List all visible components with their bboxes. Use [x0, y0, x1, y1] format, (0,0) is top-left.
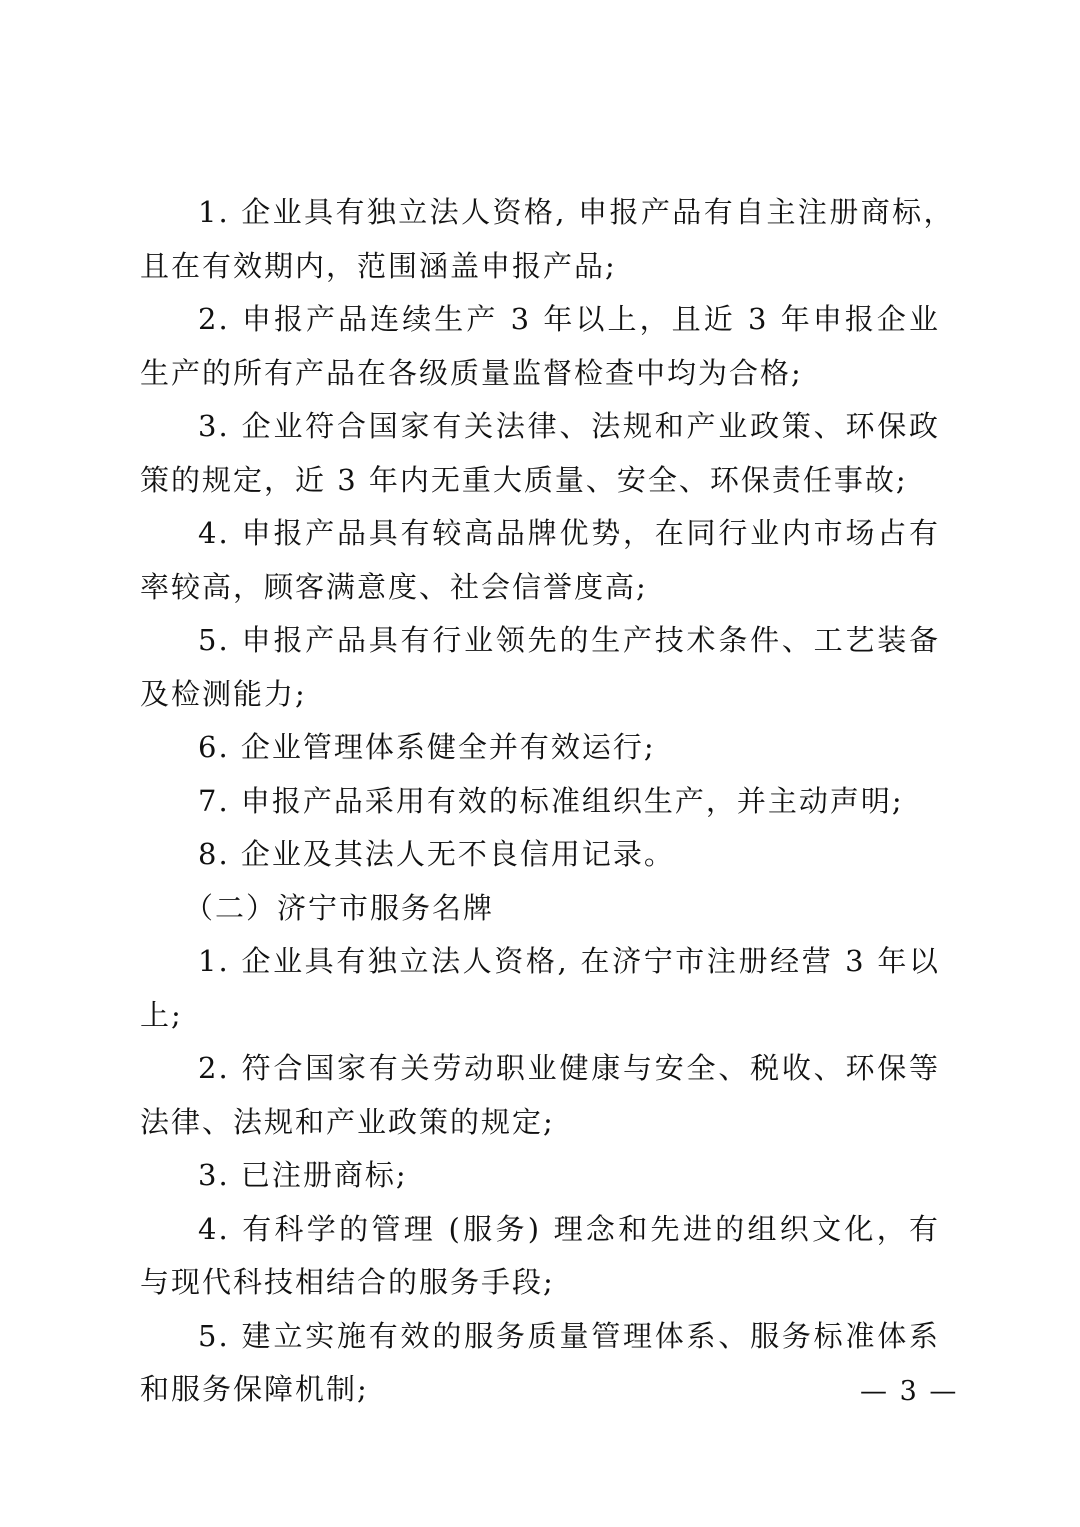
paragraph-item-7: 7. 申报产品采用有效的标准组织生产，并主动声明;	[198, 783, 904, 818]
service-paragraph-item-3: 3. 已注册商标;	[198, 1158, 408, 1192]
service-paragraph-item-5: 5. 建立实施有效的服务质量管理体系、服务标准体系和服务保障机制;	[140, 1318, 940, 1406]
paragraph-item-4: 4. 申报产品具有较高品牌优势，在同行业内市场占有率较高，顾客满意度、社会信誉度高;	[140, 516, 940, 604]
paragraph-item-6: 6. 企业管理体系健全并有效运行;	[198, 730, 656, 764]
section-heading: （二）济宁市服务名牌	[184, 890, 495, 925]
paragraph-item-8: 8. 企业及其法人无不良信用记录。	[198, 837, 675, 871]
service-paragraph-item-2: 2. 符合国家有关劳动职业健康与安全、税收、环保等法律、法规和产业政策的规定;	[140, 1051, 940, 1139]
paragraph-item-2: 2. 申报产品连续生产 3 年以上，且近 3 年申报企业生产的所有产品在各级质量监督检查中均为合格;	[140, 302, 940, 390]
document-body	[140, 186, 972, 1417]
service-paragraph-item-4: 4. 有科学的管理 (服务) 理念和先进的组织文化，有与现代科技相结合的服务手段;	[140, 1211, 940, 1299]
paragraph-item-5: 5. 申报产品具有行业领先的生产技术条件、工艺装备及检测能力;	[140, 623, 940, 711]
service-paragraph-item-1: 1. 企业具有独立法人资格, 在济宁市注册经营 3 年以上;	[140, 944, 940, 1032]
paragraph-item-3: 3. 企业符合国家有关法律、法规和产业政策、环保政策的规定，近 3 年内无重大质量、安全、环保责任事故;	[140, 409, 940, 497]
paragraph-item-1: 1. 企业具有独立法人资格, 申报产品有自主注册商标， 且在有效期内，范围涵盖申报产品;	[140, 195, 972, 283]
page-number: — 3 —	[860, 1376, 959, 1407]
